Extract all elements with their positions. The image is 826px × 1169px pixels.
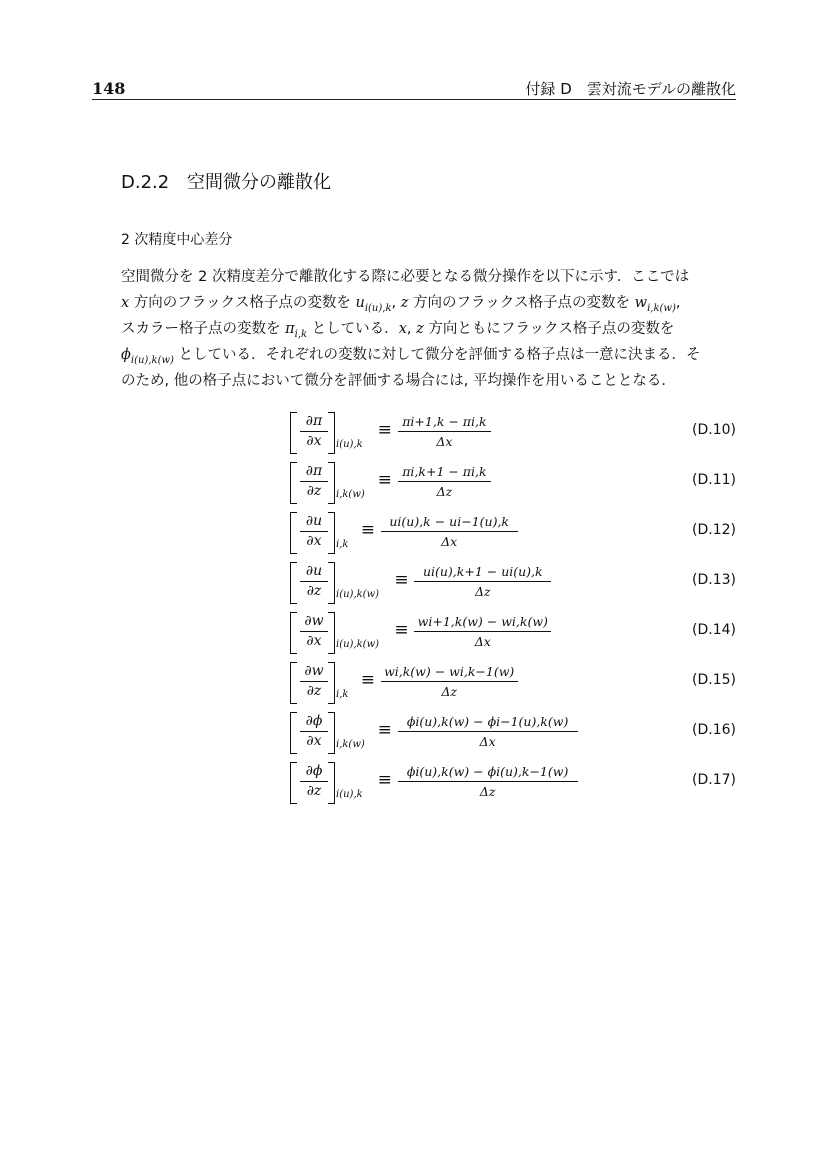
equation-number: (D.11): [692, 472, 736, 488]
math-subscript: i,k(w): [647, 302, 676, 314]
text-run: 方向のフラックス格子点の変数を: [129, 295, 356, 311]
derivative-denominator: ∂z: [306, 483, 322, 499]
derivative-denominator: ∂x: [306, 433, 322, 449]
equation-row: [290, 510, 736, 556]
derivative-subscript: i,k(w): [336, 489, 365, 500]
paragraph-line: [121, 368, 737, 394]
left-bracket: [290, 762, 297, 804]
equiv-symbol: ≡: [377, 720, 392, 740]
equiv-symbol: ≡: [394, 620, 409, 640]
equation-row: [290, 410, 736, 456]
equation-number: (D.13): [692, 572, 736, 588]
header-rule: [92, 99, 736, 100]
running-header-title: 付録 D 雲対流モデルの離散化: [525, 80, 736, 98]
derivative-denominator: ∂z: [306, 583, 322, 599]
derivative-numerator: ∂π: [305, 413, 323, 429]
equation-row: [290, 610, 736, 656]
derivative-subscript: i,k(w): [336, 739, 365, 750]
derivative-fraction: [300, 562, 328, 601]
difference-denominator: Δz: [479, 784, 496, 799]
equation-number: (D.17): [692, 772, 736, 788]
equiv-symbol: ≡: [394, 570, 409, 590]
difference-numerator: ui(u),k+1 − ui(u),k: [422, 564, 543, 579]
text-run: 方向のフラックス格子点の変数を: [408, 295, 635, 311]
math-symbol: w: [634, 295, 648, 311]
math-var: [285, 321, 308, 340]
equiv-symbol: ≡: [377, 470, 392, 490]
derivative-numerator: ∂π: [305, 463, 323, 479]
math-symbol: u: [355, 295, 365, 311]
left-bracket: [290, 562, 297, 604]
text-run: ,: [391, 295, 401, 311]
derivative-fraction: [300, 662, 328, 701]
right-bracket: [328, 612, 335, 654]
math-symbol: ϕ: [121, 347, 131, 363]
text-run: としている．: [307, 321, 399, 337]
text-run: スカラー格子点の変数を: [121, 321, 286, 337]
derivative-numerator: ∂w: [304, 663, 324, 679]
equation-number: (D.15): [692, 672, 736, 688]
derivative-fraction: [300, 762, 328, 801]
derivative-numerator: ∂u: [305, 563, 323, 579]
math-var: z: [416, 321, 424, 337]
derivative-subscript: i,k: [336, 689, 349, 700]
derivative-numerator: ∂ϕ: [305, 713, 323, 729]
equation-row: [290, 760, 736, 806]
math-var: z: [400, 295, 409, 311]
body-paragraph: [121, 264, 737, 394]
difference-fraction: [381, 512, 518, 551]
derivative-fraction: [300, 512, 328, 551]
derivative-fraction: [300, 412, 328, 451]
equiv-symbol: ≡: [360, 520, 376, 540]
difference-denominator: Δz: [436, 484, 453, 499]
text-run: 空間微分を 2 次精度差分で離散化する際に必要となる微分操作を以下に示す．ここでは: [121, 269, 690, 285]
left-bracket: [290, 662, 297, 704]
left-bracket: [290, 612, 297, 654]
difference-numerator: ϕi(u),k(w) − ϕi(u),k−1(w): [406, 764, 569, 779]
difference-fraction: [398, 712, 578, 751]
page-number: 148: [92, 79, 126, 98]
derivative-subscript: i,k: [336, 539, 349, 550]
math-var: x: [398, 321, 407, 337]
difference-denominator: Δx: [441, 534, 458, 549]
derivative-fraction: [300, 612, 328, 651]
difference-numerator: ϕi(u),k(w) − ϕi−1(u),k(w): [406, 714, 569, 729]
right-bracket: [328, 662, 335, 704]
derivative-subscript: i(u),k(w): [336, 589, 380, 600]
derivative-fraction: [300, 462, 328, 501]
section-number: D.2.2: [121, 172, 170, 193]
math-subscript: i,k: [294, 328, 308, 340]
difference-fraction: [381, 662, 518, 701]
equation-number: (D.16): [692, 722, 736, 738]
derivative-denominator: ∂x: [306, 733, 322, 749]
math-symbol: π: [285, 321, 295, 337]
derivative-denominator: ∂z: [306, 683, 322, 699]
difference-numerator: ui(u),k − ui−1(u),k: [389, 514, 510, 529]
math-var: [634, 295, 676, 314]
difference-numerator: πi+1,k − πi,k: [402, 414, 487, 429]
right-bracket: [328, 562, 335, 604]
difference-denominator: Δx: [479, 734, 496, 749]
text-run: としている．それぞれの変数に対して微分を評価する格子点は一意に決まる．そ: [173, 347, 701, 363]
equation-row: [290, 460, 736, 506]
equation-row: [290, 710, 736, 756]
derivative-numerator: ∂u: [305, 513, 323, 529]
math-var: [355, 295, 392, 314]
equiv-symbol: ≡: [360, 670, 376, 690]
equiv-symbol: ≡: [377, 770, 392, 790]
equiv-symbol: ≡: [377, 420, 392, 440]
difference-denominator: Δx: [436, 434, 453, 449]
derivative-numerator: ∂w: [304, 613, 324, 629]
left-bracket: [290, 512, 297, 554]
difference-numerator: πi,k+1 − πi,k: [402, 464, 487, 479]
text-run: ,: [406, 321, 417, 337]
math-subscript: i(u),k: [364, 302, 392, 314]
difference-numerator: wi+1,k(w) − wi,k(w): [417, 614, 548, 629]
right-bracket: [328, 412, 335, 454]
equation-number: (D.14): [692, 622, 736, 638]
left-bracket: [290, 712, 297, 754]
right-bracket: [328, 762, 335, 804]
derivative-numerator: ∂ϕ: [305, 763, 323, 779]
section-heading: [121, 168, 331, 194]
difference-fraction: [398, 412, 492, 451]
equation-row: [290, 560, 736, 606]
paragraph-line: [121, 264, 737, 290]
derivative-denominator: ∂x: [306, 633, 322, 649]
math-subscript: i(u),k(w): [130, 354, 174, 366]
math-var: x: [121, 295, 130, 311]
text-run: ,: [675, 295, 681, 311]
difference-denominator: Δx: [474, 634, 491, 649]
difference-fraction: [414, 612, 551, 651]
difference-denominator: Δz: [441, 684, 457, 699]
difference-numerator: wi,k(w) − wi,k−1(w): [384, 664, 515, 679]
derivative-subscript: i(u),k(w): [336, 639, 380, 650]
derivative-denominator: ∂x: [306, 533, 322, 549]
text-run: 方向ともにフラックス格子点の変数を: [423, 321, 675, 337]
difference-fraction: [398, 462, 492, 501]
derivative-subscript: i(u),k: [336, 789, 363, 800]
subsection-heading: 2 次精度中心差分: [121, 232, 233, 248]
paragraph-line: [121, 316, 737, 342]
equation-row: [290, 660, 736, 706]
paragraph-line: [121, 342, 737, 368]
left-bracket: [290, 412, 297, 454]
equation-number: (D.12): [692, 522, 736, 538]
difference-fraction: [398, 762, 578, 801]
derivative-fraction: [300, 712, 328, 751]
math-var: [121, 347, 174, 366]
text-run: のため, 他の格子点において微分を評価する場合には, 平均操作を用いることとなる．: [121, 373, 676, 389]
equation-number: (D.10): [692, 422, 736, 438]
right-bracket: [328, 712, 335, 754]
right-bracket: [328, 512, 335, 554]
right-bracket: [328, 462, 335, 504]
derivative-denominator: ∂z: [306, 783, 322, 799]
paragraph-line: [121, 290, 737, 316]
difference-fraction: [414, 562, 551, 601]
section-title: 空間微分の離散化: [186, 172, 331, 193]
difference-denominator: Δz: [474, 584, 491, 599]
derivative-subscript: i(u),k: [336, 439, 363, 450]
left-bracket: [290, 462, 297, 504]
